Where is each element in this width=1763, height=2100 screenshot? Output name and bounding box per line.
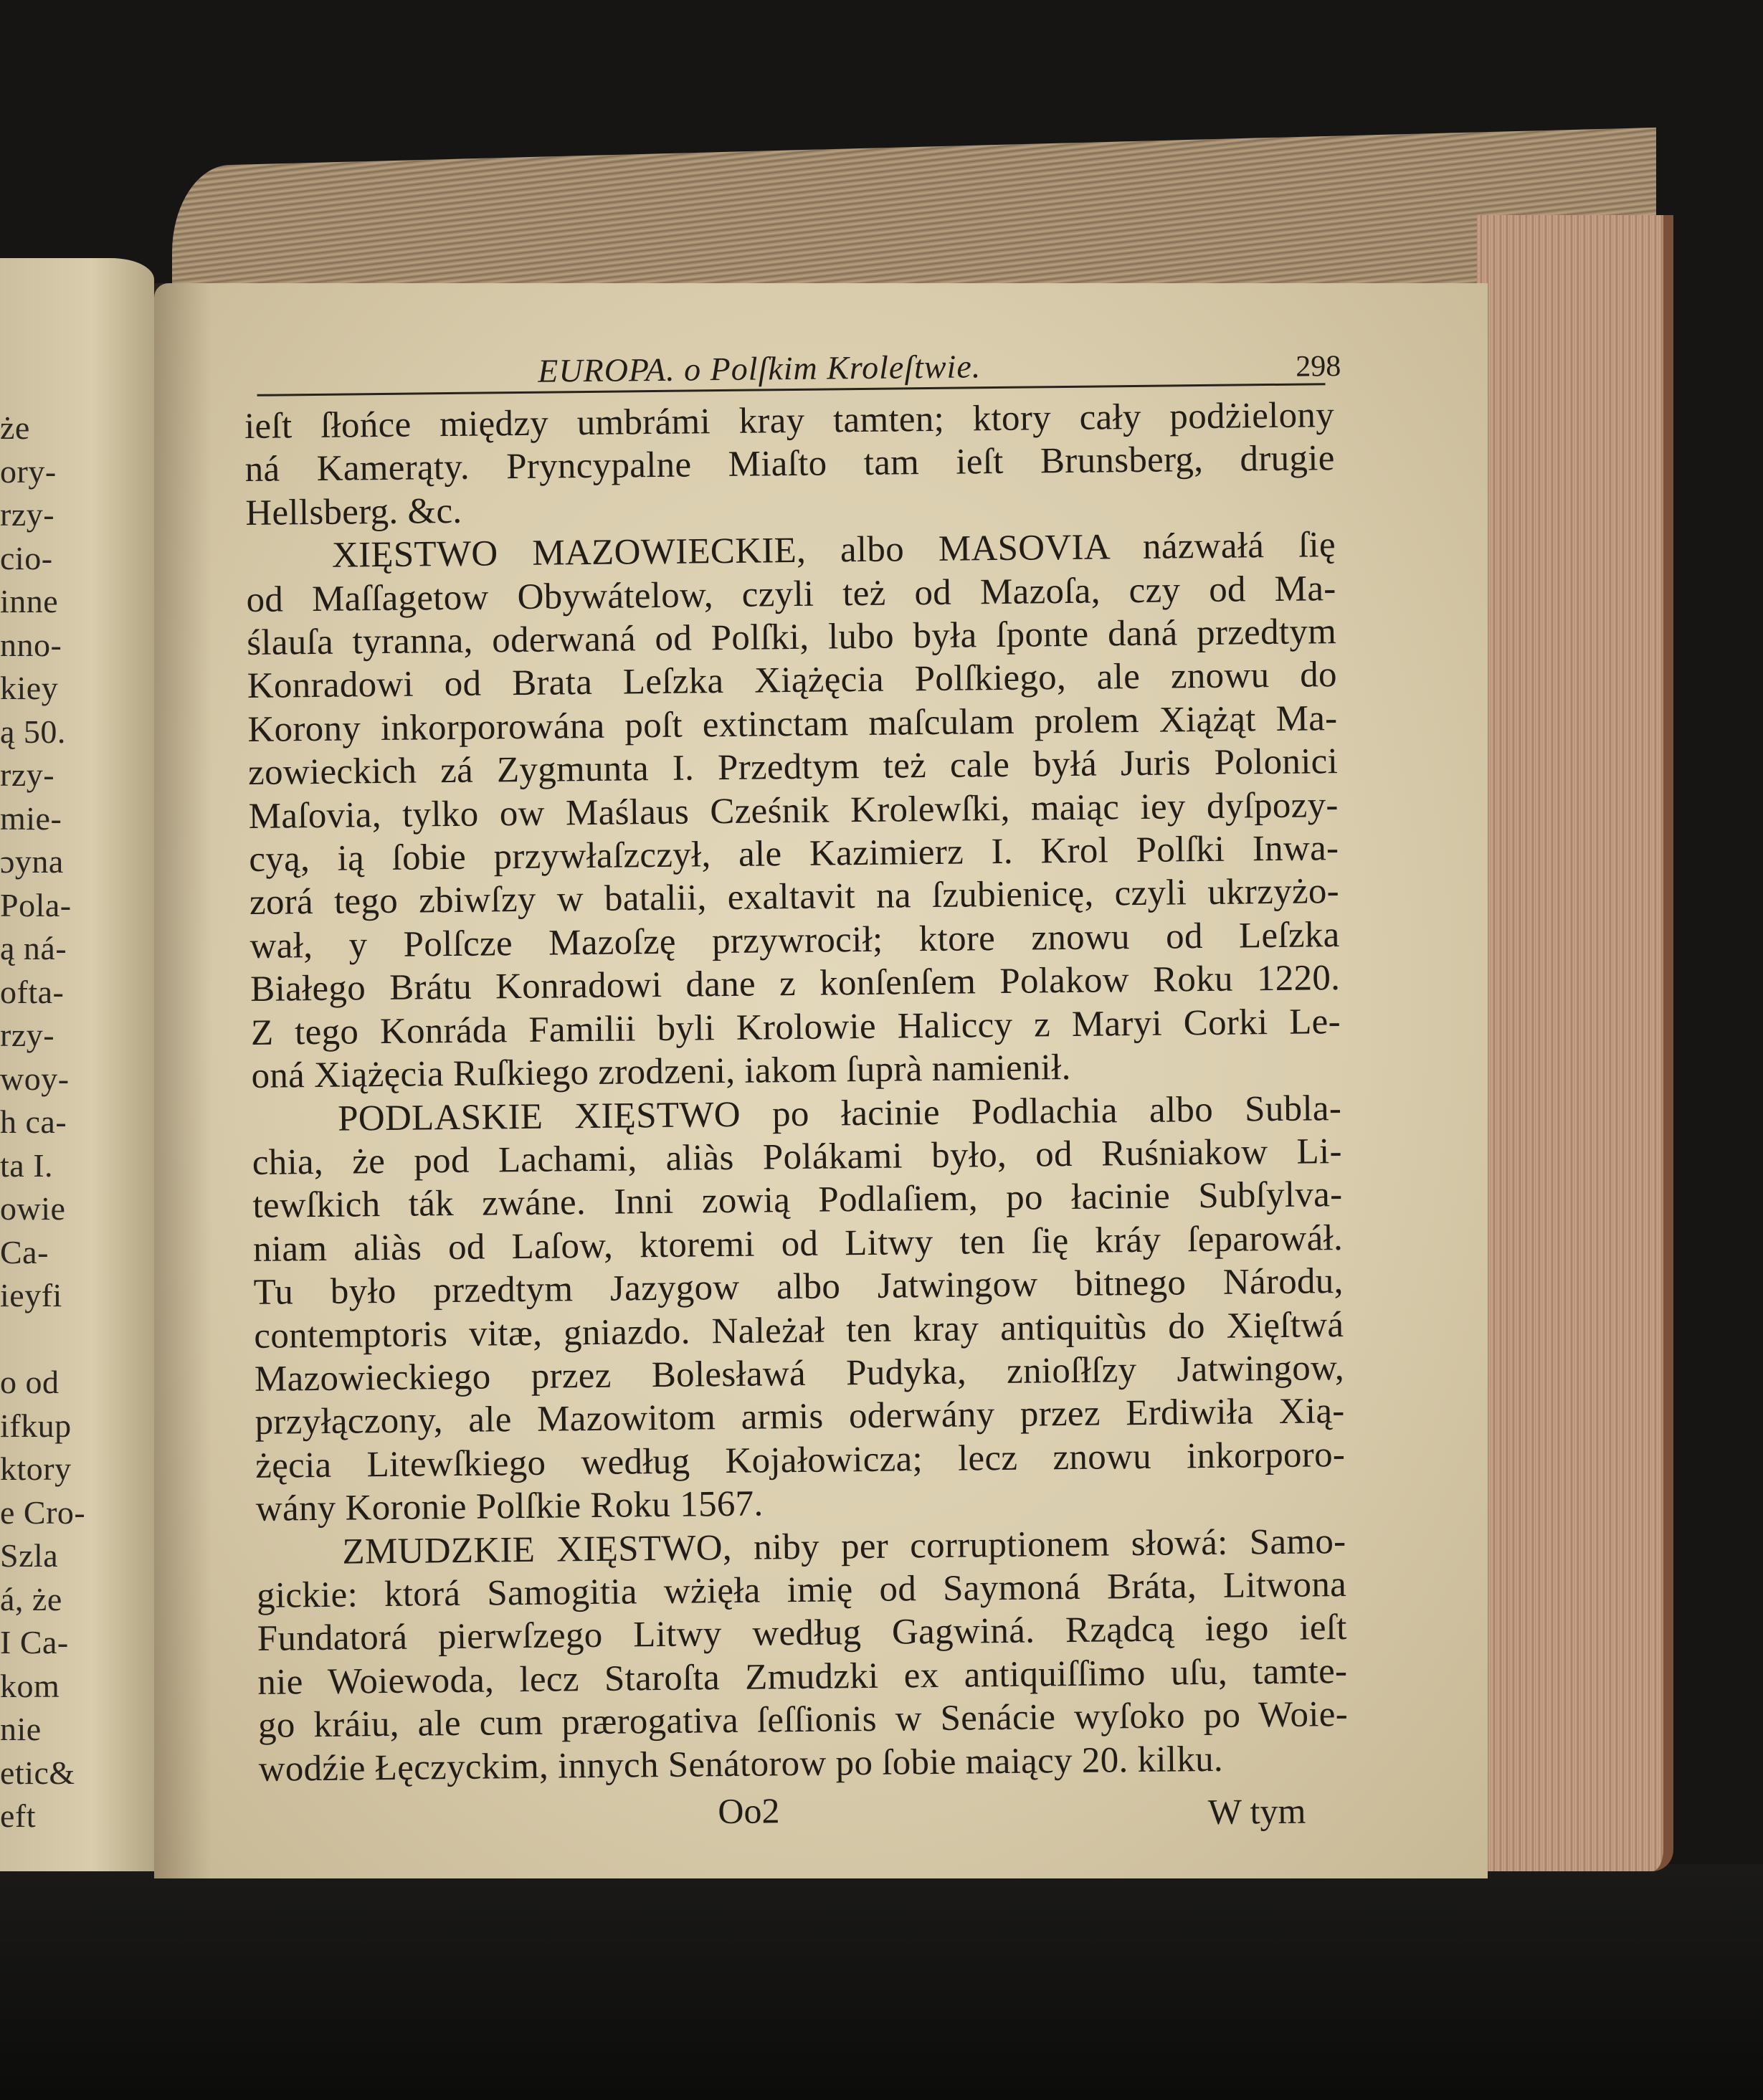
left-page-line: cio- [0,539,53,576]
text-line: zorá tego zbiwſzy w batalii, exaltavit na ſzubienicę, czyli ukrzyżo- [249,871,1340,923]
left-page-line: ktory [0,1450,72,1487]
left-page-line: nie [0,1711,42,1747]
body-text [244,394,1349,1791]
text-line: Tu było przedtym Jazygow albo Jatwingow bitnego Národu, [253,1261,1344,1313]
left-page-line: rzy- [0,496,55,533]
text-line: Fundatorá pierwſzego Litwy według Gagwiná. Rządcą iego ieſt [257,1607,1347,1660]
background-shadow [0,1864,1763,2100]
left-page-line: Pola- [0,886,72,923]
signature-mark: Oo2 [718,1790,780,1832]
left-page-line: etic& [0,1754,75,1791]
text-line: Z tego Konráda Familii byli Krolowie Haliccy z Maryi Corki Le- [250,1001,1341,1053]
running-head: EUROPA. o Polſkim Kroleſtwie. [537,348,982,389]
text-line: wodźie Łęczyckim, innych Senátorow po ſobie maiący 20. kilku. [258,1739,1224,1790]
text-line: ná Kamerąty. Pryncypalne Miaſto tam ieſt Brunsberg, drugie [244,438,1335,490]
text-line: Maſovia, tylko ow Maślaus Cześnik Krolewſki, maiąc iey dyſpozy- [248,784,1339,837]
left-page-line: kiey [0,670,59,706]
left-page-line: e Cro- [0,1493,86,1531]
text-line: wał, y Polſcze Mazoſzę przywrocił; ktore znowu od Leſzka [250,914,1340,966]
left-page-line: o od [0,1364,60,1400]
left-page-line: rzy- [0,1017,55,1053]
left-page-line: inne [0,583,59,619]
left-page-line: ifkup [0,1407,72,1444]
text-line: XIĘSTWO MAZOWIECKIE, albo MASOVIA názwałá ſię [331,525,1336,576]
text-line: gickie: ktorá Samogitia wżięła imię od Saymoná Bráta, Litwona [256,1564,1347,1616]
left-page-line: ɔyna [0,843,64,880]
left-page-line: ta I. [0,1146,54,1184]
text-line: tewſkich ták zwáne. Inni zowią Podlaſiem, po łacinie Subſylva- [252,1174,1343,1227]
left-page-line: Ca- [0,1233,49,1270]
left-page-line: ofta- [0,973,65,1010]
left-page-line: I Ca- [0,1624,69,1660]
text-line: go kráiu, ale cum prærogativa ſeſſionis w Senácie wyſoko po Woie- [257,1694,1349,1747]
text-line: Hellsberg. &c. [245,490,462,533]
left-page-line: nno- [0,626,62,663]
text-line: Korony inkorporowána poſt extinctam maſculam prolem Xiążąt Ma- [247,698,1338,750]
text-line: żęcia Litewſkiego według Kojałowicza; lecz znowu inkorporo- [255,1434,1346,1486]
left-page-line: rzy- [0,756,55,793]
text-line: Mazowieckiego przez Bolesławá Pudyka, znioſłſzy Jatwingow, [254,1347,1345,1400]
text-line: PODLASKIE XIĘSTWO po łacinie Podlachia albo Subla- [337,1088,1342,1139]
left-page-line: h ca- [0,1103,67,1140]
left-page-line: woy- [0,1060,70,1097]
left-page-line: że [0,409,30,446]
text-line: zowieckich zá Zygmunta I. Przedtym też cale byłá Juris Polonici [247,741,1339,794]
page-gutter-shadow [154,283,212,1878]
left-page-line: ory- [0,452,57,490]
text-line: Białego Brátu Konradowi dane z konſenſem Polakow Roku 1220. [250,958,1341,1010]
left-page-line: á, że [0,1580,62,1617]
left-page-line: ą ná- [0,930,67,966]
left-page-line: kom [0,1667,60,1704]
text-line: nie Woiewoda, lecz Staroſta Zmudzki ex antiquiſſimo uſu, tamte- [257,1650,1348,1703]
page-text-block [244,343,1349,1838]
text-line: contemptoris vitæ, gniazdo. Należał ten kray antiquitùs do Xięſtwá [254,1304,1344,1357]
book-fore-edge [1477,215,1673,1871]
left-page-line: eft [0,1797,37,1834]
text-line: od Maſſagetow Obywátelow, czyli też od Mazoſa, czy od Ma- [246,568,1336,620]
text-line: wány Koronie Polſkie Roku 1567. [255,1483,764,1530]
left-page-line: mie- [0,799,62,837]
left-page-line: ieyfi [0,1277,62,1313]
text-line: przyłączony, ale Mazowitom armis oderwány przez Erdiwiła Xią- [255,1391,1345,1443]
text-line: ślauſa tyranna, oderwaná od Polſki, lubo była ſponte daná przedtym [246,612,1337,664]
text-line: niam aliàs od Laſow, ktoremi od Litwy ten ſię kráy ſeparowáł. [252,1217,1344,1270]
left-page-line: Szla [0,1537,59,1574]
text-line: Konradowi od Brata Leſzka Xiążęcia Polſkiego, ale znowu do [247,655,1338,707]
text-line: chia, że pod Lachami, aliàs Polákami było, od Ruśniakow Li- [252,1131,1343,1183]
text-line: ieſt ſłońce między umbrámi kray tamten; ktory cały podżielony [244,395,1335,447]
left-page-line: owie [0,1190,66,1227]
text-line: cyą, ią ſobie przywłaſzczył, ale Kazimierz I. Krol Polſki Inwa- [249,828,1339,880]
text-line: ZMUDZKIE XIĘSTWO, niby per corruptionem słowá: Samo- [342,1521,1346,1572]
catchword: W tym [1207,1790,1306,1833]
text-line: oná Xiążęcia Ruſkiego zrodzeni, iakom ſuprà namienił. [251,1047,1071,1097]
page-number: 298 [1296,349,1341,384]
left-facing-page [0,258,154,1871]
left-page-line: ą 50. [0,713,66,750]
